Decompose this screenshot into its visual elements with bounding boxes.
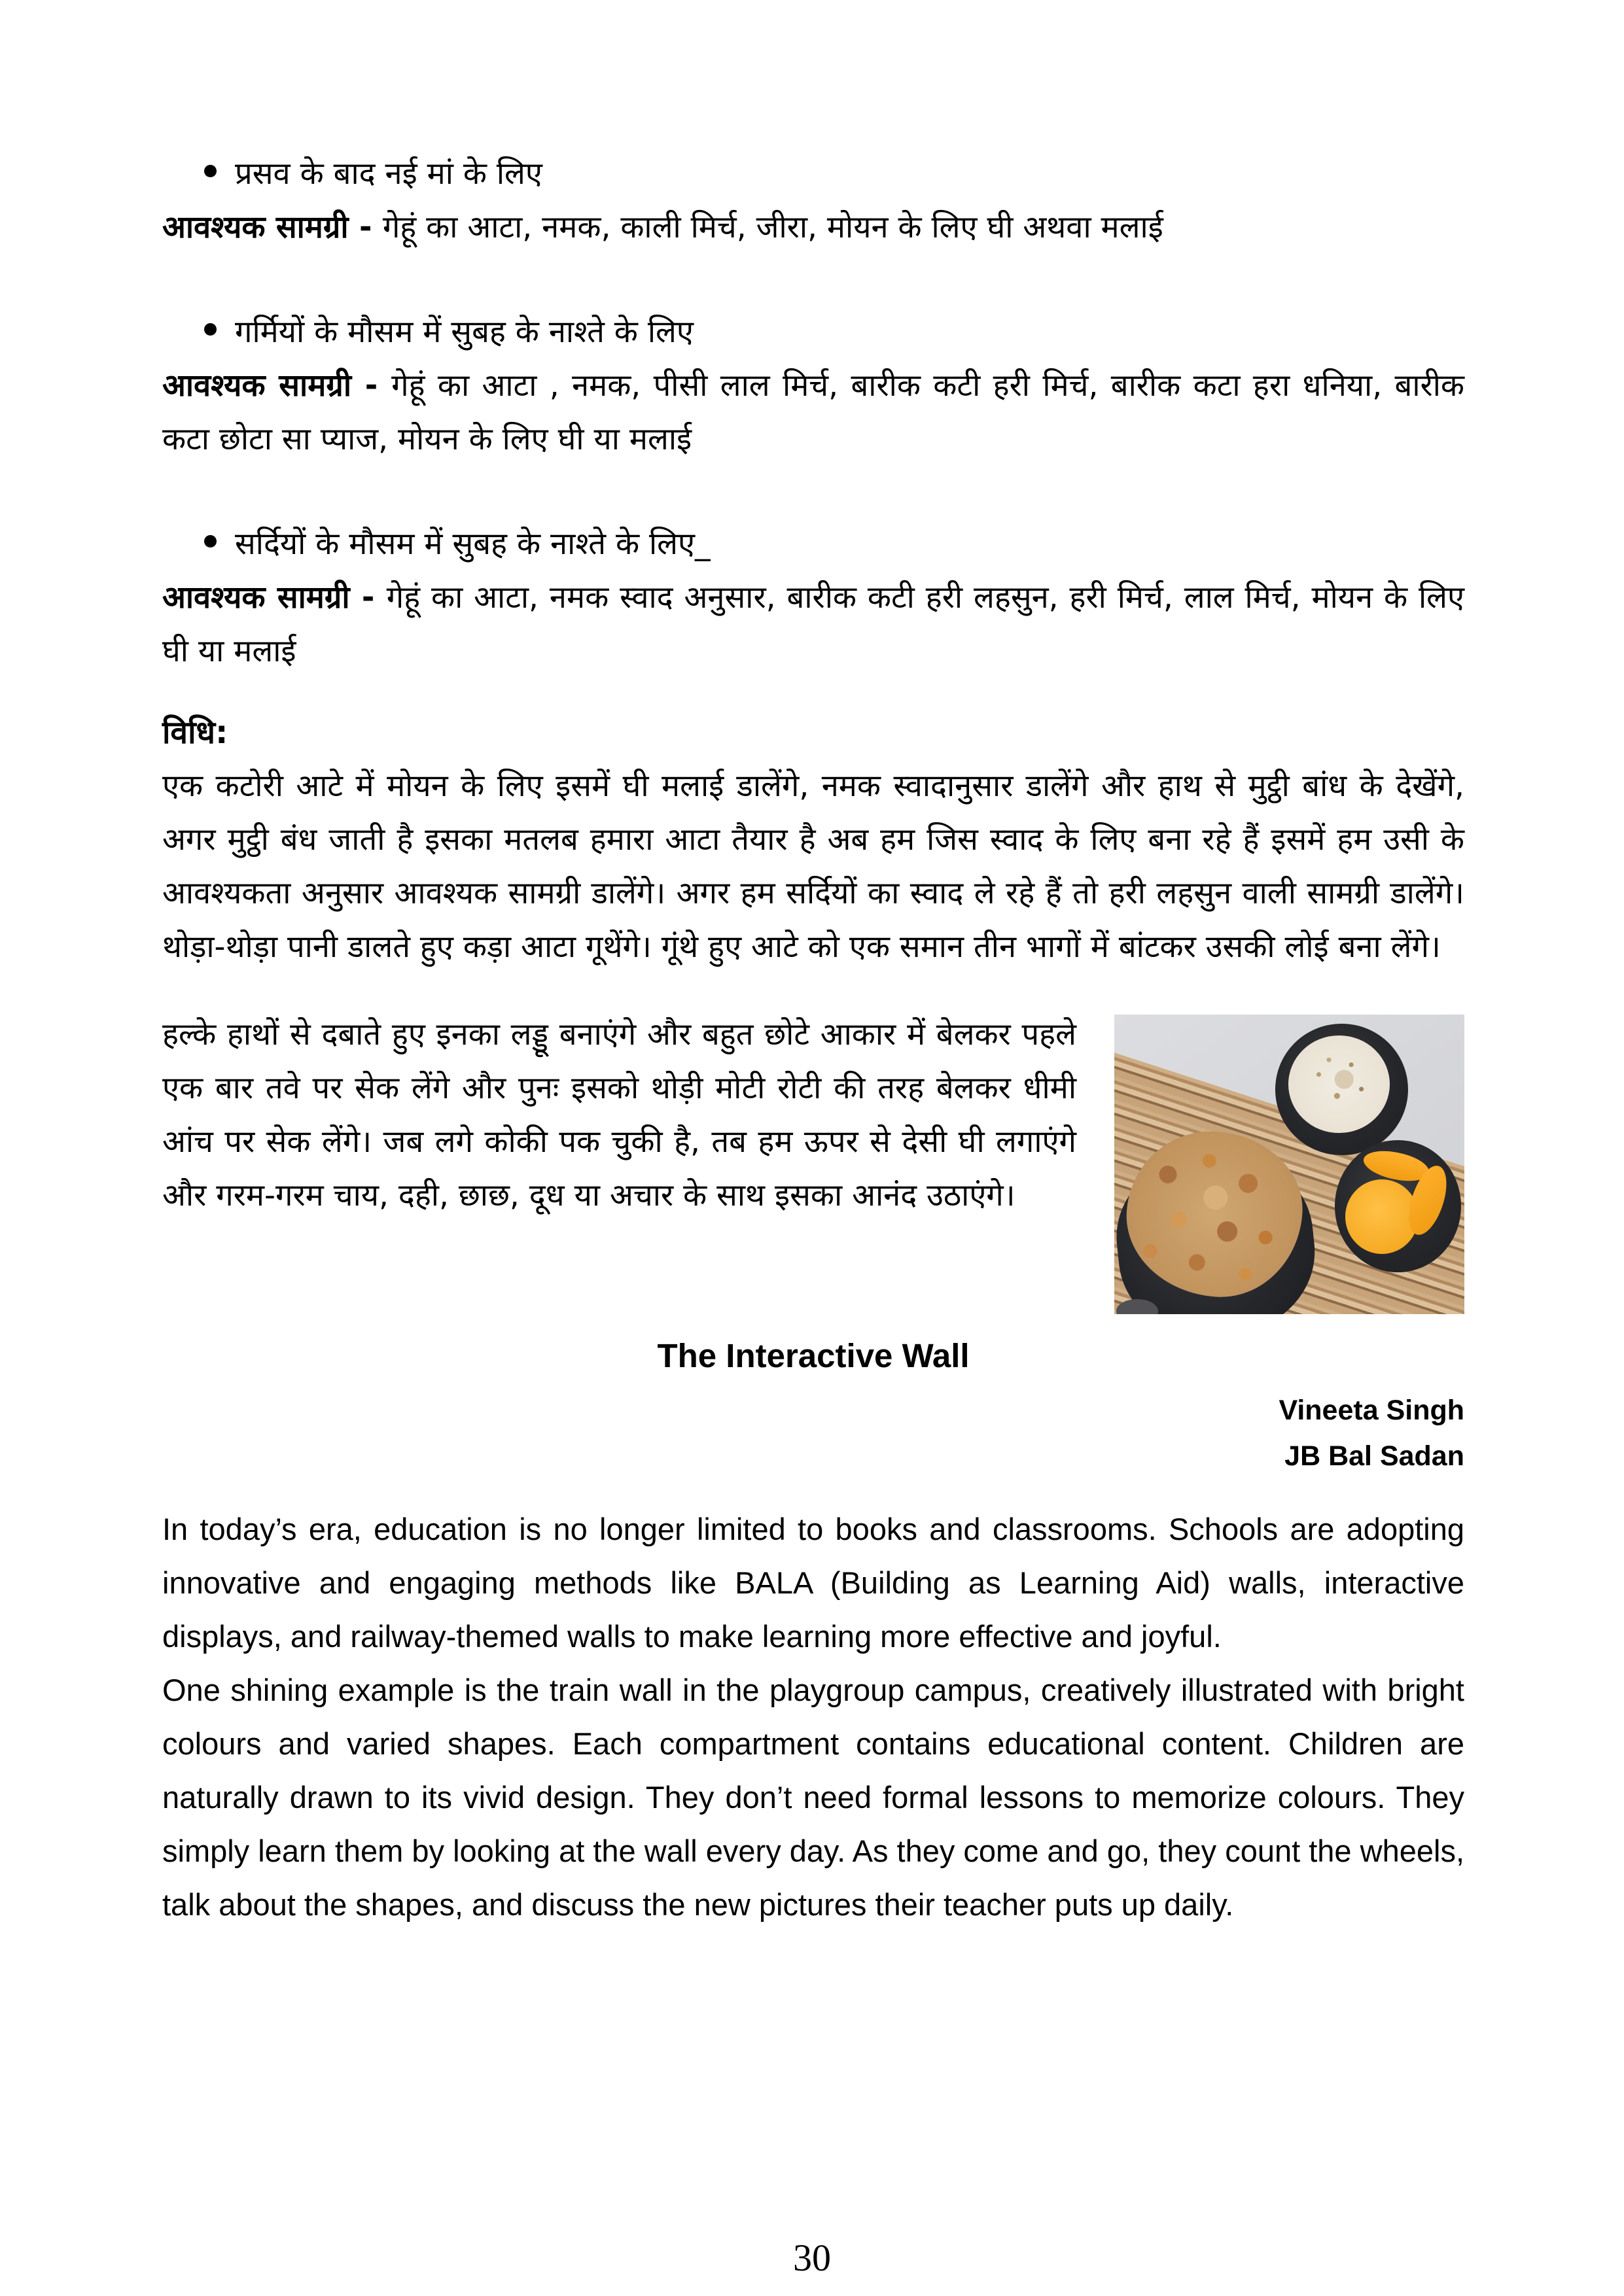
ingredients-text: गेहूं का आटा, नमक, काली मिर्च, जीरा, मोयन के लिए घी अथवा मलाई (382, 209, 1163, 245)
page-number: 30 (793, 2236, 831, 2279)
method-paragraph: एक कटोरी आटे में मोयन के लिए इसमें घी मलाई डालेंगे, नमक स्वादानुसार डालेंगे और हाथ से मुट्ठी बांध के देखेंगे, अगर मुट्ठी बंध जाती है इसका मतलब हमारा आटा तैयार है अब हम जिस स्वाद के लिए बना रहे हैं इसमें हम उसी के आवश्यकता अनुसार आवश्यक सामग्री डालेंगे। अगर हम सर्दियों का स्वाद ले रहे हैं तो हरी लहसुन वाली सामग्री डालेंगे। थोड़ा-थोड़ा पानी डालते हुए कड़ा आटा गूथेंगे। गूंथे हुए आटे को एक समान तीन भागों में बांटकर उसकी लोई बना लेंगे। (162, 768, 1464, 965)
bullet-icon (204, 535, 217, 548)
bullet-text: गर्मियों के मौसम में सुबह के नाश्ते के लिए (235, 314, 694, 350)
article-title: The Interactive Wall (657, 1337, 970, 1374)
bullet-text: प्रसव के बाद नई मां के लिए (235, 156, 542, 192)
ingredients-label: आवश्यक सामग्री - (162, 368, 392, 404)
author-organization: JB Bal Sadan (1284, 1440, 1464, 1472)
ingredients-label: आवश्यक सामग्री - (162, 209, 383, 245)
recipe-occasion-1 (162, 147, 1464, 254)
article-byline (162, 1387, 1464, 1479)
bullet-item (162, 147, 1464, 201)
method-heading: विधि: (162, 714, 228, 751)
recipe-occasion-3 (162, 517, 1464, 678)
bullet-item (162, 517, 1464, 571)
serving-section (162, 1008, 1464, 1223)
recipe-occasion-2 (162, 305, 1464, 466)
ingredients-line (162, 359, 1464, 466)
ingredients-line (162, 201, 1464, 254)
bullet-icon (204, 323, 217, 336)
ingredients-label: आवश्यक सामग्री - (162, 580, 387, 616)
bullet-item (162, 305, 1464, 359)
ingredients-text: गेहूं का आटा , नमक, पीसी लाल मिर्च, बारीक कटी हरी मिर्च, बारीक कटा हरा धनिया, बारीक कटा छोटा सा प्याज, मोयन के लिए घी या मलाई (162, 368, 1465, 457)
mango-slice-round (1345, 1179, 1419, 1255)
author-name: Vineeta Singh (1279, 1395, 1464, 1426)
bullet-text: सर्दियों के मौसम में सुबह के नाश्ते के लिए_ (235, 526, 711, 562)
ingredients-text: गेहूं का आटा, नमक स्वाद अनुसार, बारीक कटी हरी लहसुन, हरी मिर्च, लाल मिर्च, मोयन के लिए घी या मलाई (162, 580, 1464, 669)
ingredients-line (162, 571, 1464, 678)
article-paragraph-1: In today’s era, education is no longer limited to books and classrooms. Schools are adopting innovative and engaging methods like BALA (Building as Learning Aid) walls, interactive displays, and railway-themed walls to make learning more effective and joyful. (162, 1512, 1464, 1654)
article-paragraph-2: One shining example is the train wall in the playgroup campus, creatively illustrated with bright colours and varied shapes. Each compartment contains educational content. Children are naturally drawn to its vivid design. They don’t need formal lessons to memorize colours. They simply learn them by looking at the wall every day. As they come and go, they count the wheels, talk about the shapes, and discuss the new pictures their teacher puts up daily. (162, 1673, 1464, 1922)
page-content (162, 0, 1464, 1932)
food-photo (1114, 1015, 1464, 1314)
bullet-icon (204, 165, 217, 177)
curd-bowl (1275, 1024, 1408, 1156)
serving-paragraph: हल्के हाथों से दबाते हुए इनका लड्डू बनाएंगे और बहुत छोटे आकार में बेलकर पहले एक बार तवे पर सेक लेंगे और पुनः इसको थोड़ी मोटी रोटी की तरह बेलकर धीमी आंच पर सेक लेंगे। जब लगे कोकी पक चुकी है, तब हम ऊपर से देसी घी लगाएंगे और गरम-गरम चाय, दही, छाछ, दूध या अचार के साथ इसका आनंद उठाएंगे। (162, 1017, 1076, 1213)
curd (1288, 1035, 1390, 1133)
